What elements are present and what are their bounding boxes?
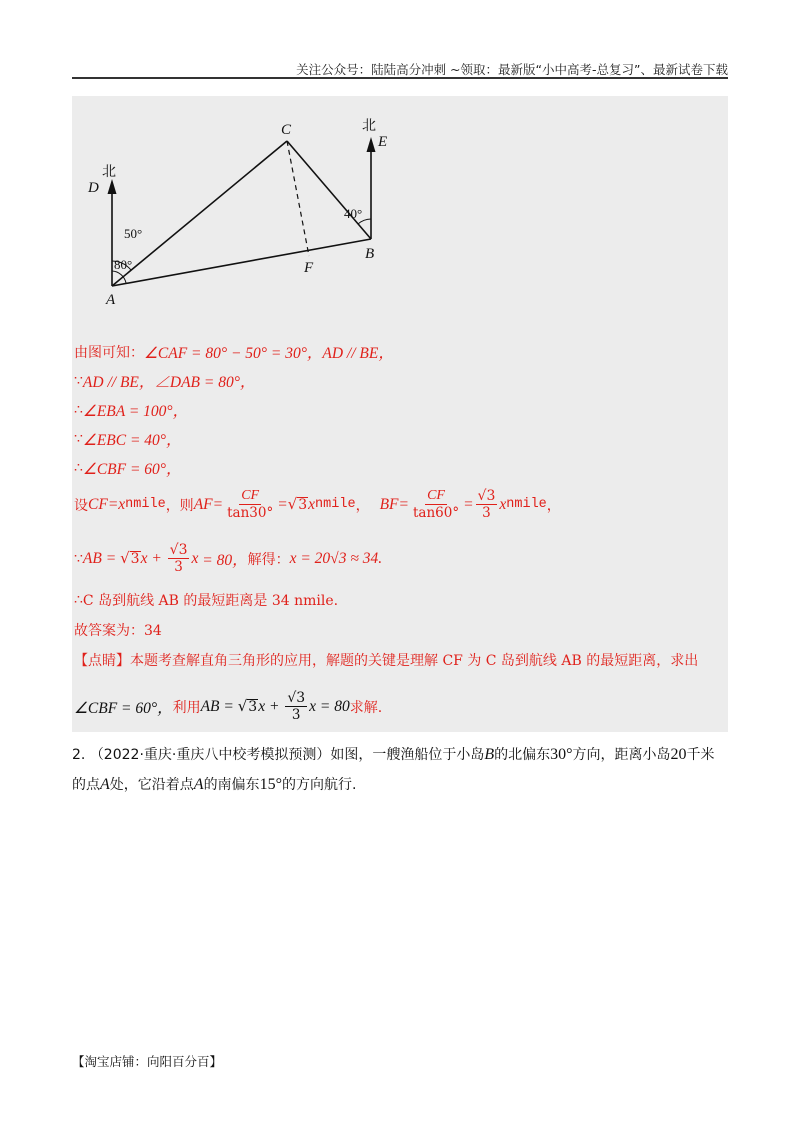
frac3-num: √3: [169, 542, 188, 558]
equals: =: [107, 495, 119, 513]
unit: nmile: [506, 497, 547, 513]
question-2: [72, 740, 732, 800]
distance-20: 20: [670, 746, 687, 763]
answer-text: 故答案为：34: [74, 623, 162, 639]
equals: =: [463, 495, 474, 513]
header-rule: [72, 77, 728, 79]
label-a: A: [106, 292, 116, 308]
comment-text: 本题考查解直角三角形的应用，解题的关键是理解 CF 为 C 岛到航线 AB 的最短距离，求出: [130, 653, 699, 669]
comma: ，: [546, 497, 561, 514]
arrowhead-e: [367, 137, 376, 152]
question-line-1: [72, 740, 732, 770]
label-north-left: 北: [102, 164, 116, 180]
line4-formula: ∠EBC = 40°，: [82, 432, 182, 449]
label-angle-80: 80°: [114, 257, 133, 272]
cf-var: CF: [88, 495, 108, 513]
page-footer: 【淘宝店铺：向阳百分百】: [72, 1054, 223, 1069]
x-var: x: [308, 495, 316, 513]
sqrt-3: √ 3: [287, 495, 308, 514]
question-text8: 的方向航行.: [281, 777, 357, 793]
use-word: 利用: [172, 699, 201, 716]
therefore-symbol: ∴: [74, 460, 83, 476]
x-var: x: [118, 495, 126, 513]
label-c: C: [281, 122, 292, 138]
label-angle-40: 40°: [344, 206, 363, 221]
angle-cbf: ∠CBF = 60°，: [74, 699, 173, 717]
because-symbol: ∵: [74, 431, 83, 447]
solution-line-1: [74, 341, 394, 363]
solution-line-8: [74, 590, 338, 610]
solution-line-3: [74, 399, 188, 421]
degree-30: 30°: [550, 746, 573, 763]
sqrt-radicand: 3: [130, 550, 140, 567]
ab-var: AB: [82, 549, 102, 567]
comma: ，: [355, 497, 370, 514]
line3-formula: ∠EBA = 100°，: [82, 403, 189, 420]
solution-line-10: [74, 650, 698, 670]
frac3-den: 3: [174, 559, 183, 576]
frac2-num: CF: [425, 488, 447, 505]
segment-ab: [112, 239, 371, 286]
solution-line-11: ∠CBF = 60°， 利用 AB = √ 3 x + $\frac{√3}{3}$ x = 80 求解.: [74, 690, 383, 724]
because-symbol: ∵: [74, 550, 83, 567]
label-d: D: [88, 180, 99, 196]
frac3-num: √3: [477, 488, 496, 504]
question-source: （2022·重庆·重庆八中校考模拟预测）: [89, 747, 331, 763]
label-north-right: 北: [362, 118, 376, 134]
line5-formula: ∠CBF = 60°，: [82, 461, 182, 478]
line1-prefix: 由图可知：: [74, 345, 144, 361]
point-a: A: [193, 776, 204, 793]
fraction-sqrt3-over-3: [168, 542, 190, 575]
set-word: 设: [74, 497, 88, 514]
degree-15: 15°: [259, 776, 282, 793]
page-header: 关注公众号：陆陆高分冲刺 ~领取：最新版“小中高考-总复习”、最新试卷下载: [296, 62, 728, 77]
af-var: AF: [193, 495, 213, 513]
comment-tag: 【点睛】: [74, 653, 130, 669]
segment-cf: [287, 141, 309, 256]
solution-line-2: [74, 370, 255, 392]
end-text: 求解.: [349, 699, 383, 716]
frac3-den: 3: [482, 505, 491, 522]
fraction-sqrt3-over-3: [476, 488, 498, 521]
question-text1: 如图，一艘渔船位于小岛: [330, 747, 485, 763]
eq-tail: = 80: [319, 697, 350, 715]
solve-word: 解得：: [247, 551, 290, 568]
solution-box: [72, 96, 728, 732]
therefore-symbol: ∴: [74, 592, 83, 608]
line1-formula: ∠CAF = 80° − 50° = 30°，AD // BE，: [144, 345, 394, 362]
question-line-2: [72, 770, 732, 800]
rhs-tail: = 80，: [202, 551, 248, 569]
therefore-symbol: ∴: [74, 402, 83, 418]
then-word: ，则: [165, 497, 194, 514]
because-symbol: ∵: [74, 373, 83, 389]
solution-line-9: [74, 620, 162, 640]
equals: =: [212, 495, 224, 513]
ab-var: AB: [200, 697, 220, 715]
sqrt-3: √ 3: [237, 697, 258, 716]
frac3-num: √3: [287, 690, 306, 706]
label-e: E: [378, 134, 388, 150]
point-a: A: [100, 776, 110, 793]
solution-line-4: [74, 428, 182, 450]
solution-line-7: ∵ AB = √ 3 x + $\frac{√3}{3}$ x = 80， 解得： x = 20√3 ≈ 34.: [74, 542, 383, 576]
line2-formula: AD // BE，∠DAB = 80°，: [82, 374, 256, 391]
solution-line-5: [74, 457, 182, 479]
sqrt-radicand: 3: [248, 698, 258, 715]
sqrt-3: √ 3: [120, 549, 140, 568]
unit: nmile: [315, 497, 356, 513]
segment-ac: [112, 141, 287, 286]
frac2-den: tan60°: [412, 505, 460, 522]
island-b: B: [484, 746, 495, 763]
question-text2: 的北偏东: [494, 747, 551, 763]
question-text4: 千米: [686, 747, 715, 763]
question-text3: 方向，距离小岛: [572, 747, 671, 763]
unit: nmile: [125, 497, 166, 513]
sqrt-radicand: 3: [298, 496, 308, 513]
result: x = 20√3 ≈ 34.: [289, 549, 383, 567]
label-angle-50: 50°: [124, 226, 143, 241]
question-number: 2.: [72, 747, 86, 763]
question-text7: 的南偏东: [203, 777, 260, 793]
frac1-num: CF: [239, 488, 261, 505]
fraction-cf-tan30: [225, 488, 275, 521]
line8-text: C 岛到航线 AB 的最短距离是 34 nmile.: [82, 593, 339, 609]
frac3-den: 3: [291, 707, 301, 724]
equals: =: [398, 495, 409, 513]
x-var: x: [499, 495, 507, 513]
solution-line-6: [74, 488, 561, 521]
bf-var: BF: [379, 495, 399, 513]
equals: =: [277, 495, 288, 513]
label-b: B: [365, 246, 375, 262]
arrowhead-d: [108, 179, 117, 194]
label-f: F: [304, 260, 314, 276]
question-text6: 处，它沿着点: [109, 777, 194, 793]
question-text5: 的点: [72, 777, 100, 793]
fraction-cf-tan60: [411, 488, 461, 521]
frac1-den: tan30°: [227, 505, 274, 522]
geometry-figure: [82, 106, 402, 316]
fraction-sqrt3-over-3: [285, 690, 307, 723]
